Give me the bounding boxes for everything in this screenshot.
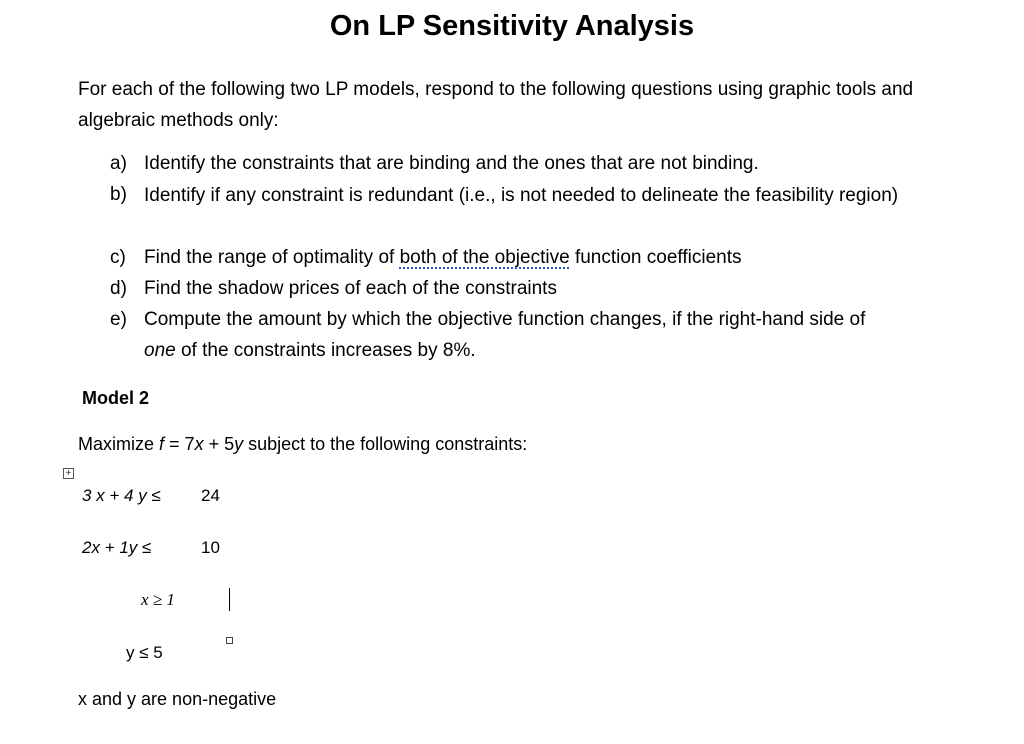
question-d-text: Find the shadow prices of each of the constraints [144, 278, 557, 299]
objective-eq: = 7 [164, 434, 195, 454]
objective-prefix: Maximize [78, 434, 160, 454]
question-e-italic: one [144, 340, 176, 361]
question-c-underlined: both of the objective [399, 247, 570, 268]
question-d-letter: d) [110, 278, 127, 299]
text-cursor [229, 588, 230, 611]
question-e-rest: of the constraints increases by 8%. [175, 340, 476, 361]
constraint-1-lhs: 3 x + 4 y ≤ [82, 486, 161, 505]
question-c-text-after: function coefficients [569, 247, 742, 268]
constraint-4: y ≤ 5 [126, 643, 163, 662]
question-a-text: Identify the constraints that are binding and the ones that are not binding. [144, 153, 759, 174]
question-e-text: Compute the amount by which the objective function changes, if the right-hand side of [144, 309, 866, 330]
constraint-2-lhs: 2x + 1y ≤ [82, 538, 152, 557]
constraint-2-rhs: 10 [201, 538, 220, 557]
question-a-letter: a) [110, 153, 127, 174]
question-e-letter: e) [110, 309, 127, 330]
question-b-letter: b) [110, 184, 127, 205]
question-c-text [144, 247, 741, 269]
nonnegativity-text: x and y are non-negative [78, 689, 277, 709]
objective-function [78, 434, 527, 455]
question-c-text-before: Find the range of optimality of [144, 247, 400, 268]
intro-paragraph: For each of the following two LP models, respond to the following questions using graphic tools and algebraic methods only: [78, 79, 914, 131]
document-title: On LP Sensitivity Analysis [329, 10, 695, 42]
objective-x: x [194, 434, 204, 454]
constraint-3: x ≥ 1 [141, 590, 175, 609]
question-e-text-line2 [144, 340, 476, 362]
question-b-text: Identify if any constraint is redundant (i.e., is not needed to delineate the feasibility region) [144, 185, 899, 206]
table-move-handle-icon[interactable]: + [63, 468, 74, 479]
objective-y: y [234, 434, 244, 454]
objective-f: f [159, 434, 165, 454]
objective-suffix: subject to the following constraints: [243, 434, 528, 454]
constraint-1-rhs: 24 [201, 486, 220, 505]
objective-plus: + 5 [203, 434, 235, 454]
question-c-letter: c) [110, 247, 126, 268]
table-cell-marker-icon [226, 637, 233, 644]
model-heading: Model 2 [82, 388, 150, 408]
